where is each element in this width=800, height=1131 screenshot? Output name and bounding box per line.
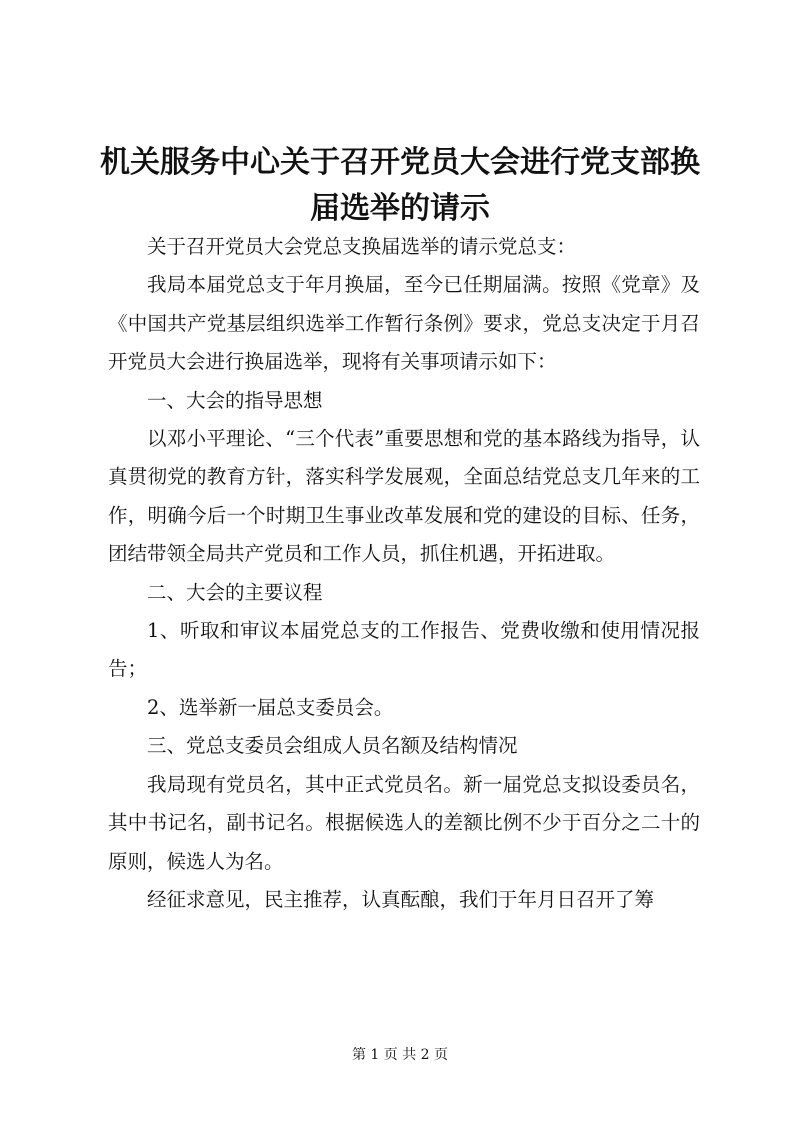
paragraph-salutation: 关于召开党员大会党总支换届选举的请示党总支： — [147, 235, 577, 258]
title-line-1: 机关服务中心关于召开党员大会进行党支部换 — [100, 145, 700, 180]
paragraph-intro: 我局本届党总支于年月换届，至今已任期届满。按照《党章》及《中国共产党基层组织选举工作暂行条例》要求，党总支决定于月召开党员大会进行换届选举，现将有关事项请示如下： — [108, 273, 700, 374]
section-heading-3: 三、党总支委员会组成人员名额及结构情况 — [147, 734, 518, 758]
agenda-item-1: 1、听取和审议本届党总支的工作报告、党费收缴和使用情况报告； — [108, 619, 700, 681]
agenda-item-2: 2、选举新一届总支委员会。 — [147, 695, 394, 719]
title-line-2: 届选举的请示 — [310, 191, 490, 226]
section-heading-2: 二、大会的主要议程 — [147, 580, 323, 604]
paragraph-guiding-thought: 以邓小平理论、“三个代表”重要思想和党的基本路线为指导，认真贯彻党的教育方针，落实科学发展观，全面总结党总支几年来的工作，明确今后一个时期卫生事业改革发展和党的建设的目标、任务，团结带领全局共产党员和工作人员，抓住机遇，开拓进取。 — [108, 427, 700, 566]
paragraph-members: 我局现有党员名，其中正式党员名。新一届党总支拟设委员名，其中书记名，副书记名。根据候选人的差额比例不少于百分之二十的原则，候选人为名。 — [108, 772, 700, 873]
paragraph-consultation: 经征求意见，民主推荐，认真酝酿，我们于年月日召开了筹 — [147, 887, 655, 911]
page-footer: 第 1 页 共 2 页 — [351, 1047, 449, 1063]
section-heading-1: 一、大会的指导思想 — [147, 388, 323, 412]
document-body — [108, 228, 700, 919]
document-title — [100, 140, 700, 232]
